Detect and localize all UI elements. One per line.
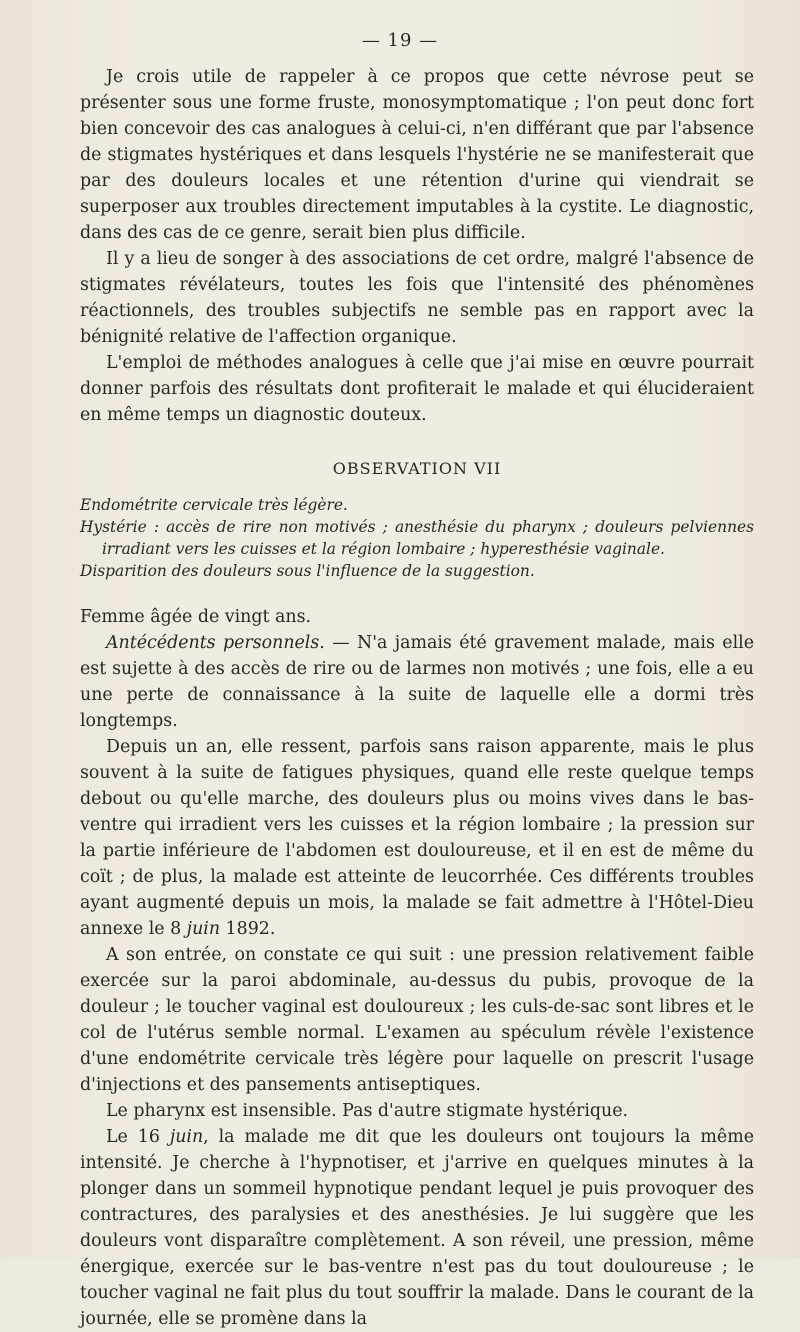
paragraph — [80, 734, 754, 942]
summary-line: Disparition des douleurs sous l'influence de la suggestion. — [80, 562, 535, 580]
text: , la malade me dit que les douleurs ont toujours la même intensité. Je cherche à l'hypnotiser, et j'arrive en quelques minutes à la plonger dans un sommeil hypnotique pendant lequel je puis provoquer des contractures, des paralysies et des anesthésies. Je lui suggère que les douleurs vont disparaître complètement. A son réveil, une pression, même énergique, exercée sur le bas-ventre n'est pas du tout douloureuse ; le toucher vaginal ne fait plus du tout souffrir la malade. Dans le courant de la journée, elle se promène dans la — [80, 1127, 754, 1329]
observation-heading: OBSERVATION VII — [332, 459, 502, 478]
paragraph: Je crois utile de rappeler à ce propos que cette névrose peut se présenter sous une forme fruste, monosymptomatique ; l'on peut donc fort bien concevoir des cas analogues à celui-ci, n'en différant que par l'absence de stigmates hystériques et dans lesquels l'hystérie ne se manifesterait que par des douleurs locales et une rétention d'urine qui viendrait se superposer aux troubles directement imputables à la cystite. Le diagnostic, dans des cas de ce genre, serait bien plus difficile. — [80, 67, 754, 243]
summary-line: Hystérie : accès de rire non motivés ; anesthésie du pharynx ; douleurs pelviennes irradiant vers les cuisses et la région lombaire ; hyperesthésie vaginale. — [80, 518, 754, 558]
antecedents-text: — N'a jamais été gravement malade, mais elle est sujette à des accès de rire ou de larmes non motivés ; une fois, elle a eu une perte de connaissance à la suite de laquelle elle a dormi très longtemps. — [80, 633, 754, 731]
date-month: juin — [169, 1127, 204, 1147]
paragraph: Le pharynx est insensible. Pas d'autre stigmate hystérique. — [106, 1101, 629, 1121]
paragraph: Il y a lieu de songer à des associations de cet ordre, malgré l'absence de stigmates révélateurs, toutes les fois que l'intensité des phénomènes réactionnels, des troubles subjectifs ne semble pas en rapport avec la bénignité relative de l'affection organique. — [80, 249, 754, 347]
text: Depuis un an, elle ressent, parfois sans raison apparente, mais le plus souvent à la suite de fatigues physiques, quand elle reste quelque temps debout ou qu'elle marche, des douleurs plus ou moins vives dans le bas-ventre qui irradient vers les cuisses et la région lombaire ; la pression sur la partie inférieure de l'abdomen est douloureuse, et il en est de même du coït ; de plus, la malade est atteinte de leucorrhée. Ces différents troubles ayant augmenté depuis un mois, la malade se fait admettre à l'Hôtel-Dieu annexe le 8 — [80, 737, 754, 939]
paragraph: Femme âgée de vingt ans. — [80, 607, 312, 627]
observation-summary — [80, 494, 754, 582]
paragraph — [80, 1124, 754, 1332]
antecedents-label: Antécédents personnels. — [106, 633, 325, 653]
summary-line: Endométrite cervicale très légère. — [80, 496, 348, 514]
date-month: juin — [186, 919, 221, 939]
page-number: — 19 — — [361, 30, 439, 51]
paragraph: A son entrée, on constate ce qui suit : une pression relativement faible exercée sur la paroi abdominale, au-dessus du pubis, provoque de la douleur ; le toucher vaginal est douloureux ; les culs-de-sac sont libres et le col de l'utérus semble normal. L'examen au spéculum révèle l'existence d'une endométrite cervicale très légère pour laquelle on prescrit l'usage d'injections et des pansements antiseptiques. — [80, 945, 754, 1095]
text: 1892. — [220, 919, 276, 939]
paragraph — [80, 630, 754, 734]
paragraph: L'emploi de méthodes analogues à celle que j'ai mise en œuvre pourrait donner parfois des résultats dont profiterait le malade et qui élucideraient en même temps un diagnostic douteux. — [80, 353, 754, 425]
page-body — [80, 64, 754, 1332]
text: Le 16 — [106, 1127, 170, 1147]
